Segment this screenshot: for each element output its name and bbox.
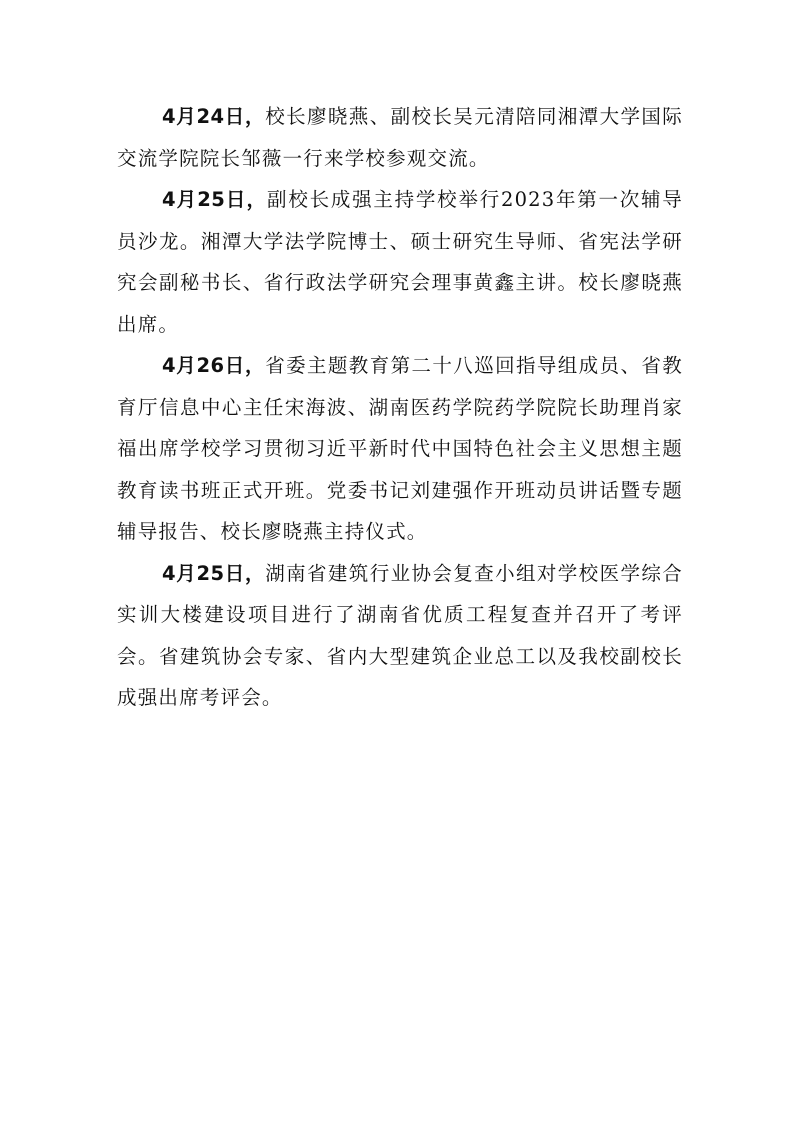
paragraph-date: 4月26日， [162,354,266,377]
news-paragraph [117,179,683,345]
paragraph-text: 湖南省建筑行业协会复查小组对学校医学综合实训大楼建设项目进行了湖南省优质工程复查并召开了考评会。省建筑协会专家、省内大型建筑企业总工以及我校副校长成强出席考评会。 [117,561,683,709]
paragraph-text: 省委主题教育第二十八巡回指导组成员、省教育厅信息中心主任宋海波、湖南医药学院药学院院长助理肖家福出席学校学习贯彻习近平新时代中国特色社会主义思想主题教育读书班正式开班。党委书记刘建强作开班动员讲话暨专题辅导报告、校长廖晓燕主持仪式。 [117,354,683,543]
news-paragraph [117,553,683,719]
document-body [117,96,683,719]
paragraph-date: 4月24日， [162,105,266,128]
paragraph-text: 校长廖晓燕、副校长吴元清陪同湘潭大学国际交流学院院长邹薇一行来学校参观交流。 [117,105,683,170]
news-paragraph [117,345,683,553]
paragraph-text: 副校长成强主持学校举行2023年第一次辅导员沙龙。湘潭大学法学院博士、硕士研究生导师、省宪法学研究会副秘书长、省行政法学研究会理事黄鑫主讲。校长廖晓燕出席。 [117,188,683,336]
paragraph-date: 4月25日， [162,561,266,585]
news-paragraph [117,96,683,179]
paragraph-date: 4月25日， [162,188,268,211]
